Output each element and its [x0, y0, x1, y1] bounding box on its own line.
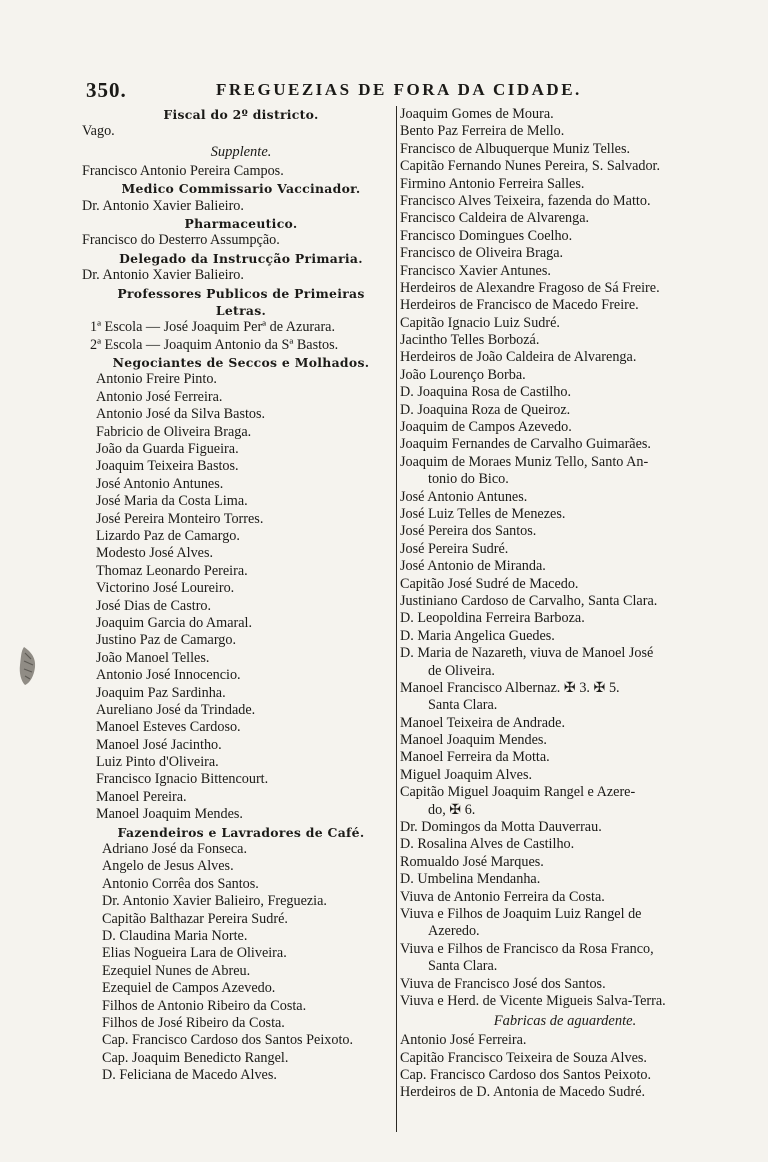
right-list-entry: Capitão Fernando Nunes Pereira, S. Salvador. — [400, 158, 661, 175]
left-section-heading: Fazendeiros e Lavradores de Café. — [117, 824, 365, 840]
left-section-heading: Medico Commissario Vaccinador. — [121, 181, 361, 197]
right-list-entry: Manoel Teixeira de Andrade. — [400, 714, 565, 731]
left-list-entry: Francisco do Desterro Assumpção. — [82, 232, 280, 249]
right-list-entry: Joaquim de Campos Azevedo. — [400, 419, 572, 436]
right-list-entry: José Pereira Sudré. — [400, 540, 509, 557]
right-list-entry: Capitão José Sudré de Macedo. — [400, 575, 579, 592]
left-list-entry: Elias Nogueira Lara de Oliveira. — [102, 945, 287, 962]
right-list-entry: Viuva de Francisco José dos Santos. — [400, 975, 606, 992]
right-list-entry: Francisco de Albuquerque Muniz Telles. — [400, 140, 631, 157]
left-list-entry: Manoel Pereira. — [96, 788, 187, 805]
right-italic-subheading: Fabricas de aguardente. — [493, 1013, 637, 1030]
left-list-entry: João da Guarda Figueira. — [96, 441, 239, 458]
left-list-entry: Capitão Balthazar Pereira Sudré. — [102, 910, 288, 927]
left-list-entry: Aureliano José da Trindade. — [96, 701, 256, 718]
left-section-heading: Negociantes de Seccos e Molhados. — [112, 355, 370, 371]
right-list-entry: Francisco Xavier Antunes. — [400, 262, 551, 279]
right-list-entry: Viuva e Filhos de Joaquim Luiz Rangel de — [400, 905, 642, 922]
left-list-entry: Antonio Corrêa dos Santos. — [102, 875, 259, 892]
left-list-entry: Manoel Joaquim Mendes. — [96, 806, 243, 823]
left-list-entry: Cap. Francisco Cardoso dos Santos Peixoto. — [102, 1032, 354, 1049]
right-list-entry: Manoel Francisco Albernaz. ✠ 3. ✠ 5. — [400, 679, 620, 696]
left-list-entry: D. Claudina Maria Norte. — [102, 927, 248, 944]
left-list-entry: João Manoel Telles. — [96, 649, 210, 666]
right-list-entry: Joaquim de Moraes Muniz Tello, Santo An- — [400, 453, 649, 470]
left-list-entry: Francisco Antonio Pereira Campos. — [82, 162, 284, 179]
right-list-entry: D. Joaquina Rosa de Castilho. — [400, 384, 572, 401]
left-list-entry: Antonio José da Silva Bastos. — [96, 406, 266, 423]
right-list-entry: Manoel Joaquim Mendes. — [400, 732, 547, 749]
right-list-entry: Jacintho Telles Borbozá. — [400, 332, 540, 349]
left-list-entry: Luiz Pinto d'Oliveira. — [96, 754, 219, 771]
right-column — [400, 106, 730, 1102]
right-list-entry: Cap. Francisco Cardoso dos Santos Peixoto. — [400, 1067, 652, 1084]
left-list-entry: Victorino José Loureiro. — [96, 580, 235, 597]
right-list-entry: Viuva e Filhos de Francisco da Rosa Franco, — [400, 940, 654, 957]
right-list-entry: Herdeiros de Alexandre Fragoso de Sá Freire. — [400, 279, 660, 296]
right-list-entry: D. Maria de Nazareth, viuva de Manoel José — [400, 645, 654, 662]
left-list-entry: Modesto José Alves. — [96, 545, 214, 562]
right-list-entry: Justiniano Cardoso de Carvalho, Santa Clara. — [400, 592, 658, 609]
right-list-entry: Francisco Alves Teixeira, fazenda do Matto. — [400, 192, 651, 209]
right-list-entry: Francisco Caldeira de Alvarenga. — [400, 210, 590, 227]
right-list-entry: Capitão Ignacio Luiz Sudré. — [400, 314, 560, 331]
right-list-entry: José Pereira dos Santos. — [400, 523, 537, 540]
running-title: FREGUEZIAS DE FORA DA CIDADE. — [216, 80, 582, 99]
page-number: 350. — [86, 78, 127, 102]
right-list-entry: Romualdo José Marques. — [400, 853, 544, 870]
left-list-entry: Ezequiel de Campos Azevedo. — [102, 980, 276, 997]
right-list-entry: Capitão Francisco Teixeira de Souza Alves. — [400, 1049, 647, 1066]
left-list-entry: Angelo de Jesus Alves. — [102, 858, 234, 875]
right-list-entry: José Antonio de Miranda. — [400, 558, 546, 575]
left-list-entry: Joaquim Garcia do Amaral. — [96, 614, 253, 631]
right-list-entry: José Antonio Antunes. — [400, 488, 528, 505]
left-list-entry: Cap. Joaquim Benedicto Rangel. — [102, 1049, 289, 1066]
right-list-entry: Dr. Domingos da Motta Dauverrau. — [400, 819, 602, 836]
right-list-entry: Joaquim Gomes de Moura. — [400, 106, 554, 122]
right-entry-continuation: Santa Clara. — [428, 958, 498, 975]
right-entry-continuation: Santa Clara. — [428, 697, 498, 714]
left-list-entry: Lizardo Paz de Camargo. — [96, 527, 240, 544]
right-entry-continuation: de Oliveira. — [428, 662, 495, 679]
left-section-heading: Letras. — [215, 302, 267, 318]
right-list-entry: João Lourenço Borba. — [400, 366, 526, 383]
right-list-entry: D. Rosalina Alves de Castilho. — [400, 836, 575, 853]
right-list-entry: Herdeiros de João Caldeira de Alvarenga. — [400, 349, 637, 366]
left-list-entry: 2ª Escola — Joaquim Antonio da Sª Bastos. — [90, 336, 339, 353]
right-list-entry: D. Umbelina Mendanha. — [400, 871, 541, 888]
left-list-entry: José Pereira Monteiro Torres. — [96, 510, 264, 527]
right-entry-continuation: tonio do Bico. — [428, 471, 509, 488]
left-list-entry: Thomaz Leonardo Pereira. — [96, 562, 248, 579]
right-list-entry: Miguel Joaquim Alves. — [400, 766, 533, 783]
left-list-entry: Filhos de José Ribeiro da Costa. — [102, 1014, 285, 1031]
right-list-entry: Capitão Miguel Joaquim Rangel e Azere- — [400, 784, 636, 801]
left-list-entry: Antonio José Innocencio. — [96, 667, 241, 684]
right-list-entry: Joaquim Fernandes de Carvalho Guimarães. — [400, 436, 651, 453]
right-list-entry: Manoel Ferreira da Motta. — [400, 749, 550, 766]
right-list-entry: José Luiz Telles de Menezes. — [400, 505, 566, 522]
left-list-entry: Filhos de Antonio Ribeiro da Costa. — [102, 997, 307, 1014]
left-list-entry: José Maria da Costa Lima. — [96, 493, 248, 510]
left-list-entry: Adriano José da Fonseca. — [102, 841, 247, 858]
left-list-entry: Francisco Ignacio Bittencourt. — [96, 771, 269, 788]
right-list-entry: Herdeiros de D. Antonia de Macedo Sudré. — [400, 1084, 646, 1101]
left-section-heading: Professores Publicos de Primeiras — [117, 285, 365, 301]
left-list-entry: Ezequiel Nunes de Abreu. — [102, 962, 251, 979]
right-list-entry: Firmino Antonio Ferreira Salles. — [400, 175, 585, 192]
right-list-entry: Antonio José Ferreira. — [400, 1032, 527, 1049]
left-list-entry: Antonio Freire Pinto. — [96, 371, 217, 388]
left-list-entry: José Dias de Castro. — [96, 597, 212, 614]
left-list-entry: José Antonio Antunes. — [96, 475, 224, 492]
left-column — [82, 106, 400, 1084]
left-list-entry: Vago. — [82, 123, 115, 140]
right-list-entry: Bento Paz Ferreira de Mello. — [400, 123, 565, 140]
right-list-entry: D. Maria Angelica Guedes. — [400, 627, 555, 644]
right-list-entry: D. Leopoldina Ferreira Barboza. — [400, 610, 585, 627]
right-list-entry: Viuva e Herd. de Vicente Migueis Salva-Terra. — [400, 992, 666, 1009]
right-list-entry: D. Joaquina Roza de Queiroz. — [400, 401, 571, 418]
left-section-heading: Pharmaceutico. — [184, 215, 298, 231]
left-list-entry: Fabricio de Oliveira Braga. — [96, 423, 252, 440]
left-italic-subheading: Supplente. — [210, 143, 272, 160]
right-entry-continuation: do, ✠ 6. — [428, 801, 476, 818]
right-list-entry: Francisco de Oliveira Braga. — [400, 245, 564, 262]
right-list-entry: Viuva de Antonio Ferreira da Costa. — [400, 888, 605, 905]
left-list-entry: Dr. Antonio Xavier Balieiro, Freguezia. — [102, 893, 327, 910]
right-list-entry: Herdeiros de Francisco de Macedo Freire. — [400, 297, 639, 314]
left-list-entry: Dr. Antonio Xavier Balieiro. — [82, 197, 244, 214]
left-section-heading: Fiscal do 2º districto. — [163, 107, 319, 122]
left-section-heading: Delegado da Instrucção Primaria. — [119, 250, 363, 266]
left-list-entry: Joaquim Teixeira Bastos. — [96, 458, 239, 475]
left-list-entry: Dr. Antonio Xavier Balieiro. — [82, 267, 244, 284]
right-entry-continuation: Azeredo. — [428, 923, 480, 940]
left-list-entry: D. Feliciana de Macedo Alves. — [102, 1067, 277, 1084]
left-list-entry: 1ª Escola — José Joaquim Perª de Azurara. — [90, 319, 336, 336]
page-header — [86, 78, 736, 102]
margin-stain-mark — [16, 645, 38, 687]
left-list-entry: Antonio José Ferreira. — [96, 388, 223, 405]
left-list-entry: Manoel José Jacintho. — [96, 736, 222, 753]
left-list-entry: Justino Paz de Camargo. — [96, 632, 237, 649]
left-list-entry: Joaquim Paz Sardinha. — [96, 684, 226, 701]
right-list-entry: Francisco Domingues Coelho. — [400, 227, 573, 244]
left-list-entry: Manoel Esteves Cardoso. — [96, 719, 241, 736]
